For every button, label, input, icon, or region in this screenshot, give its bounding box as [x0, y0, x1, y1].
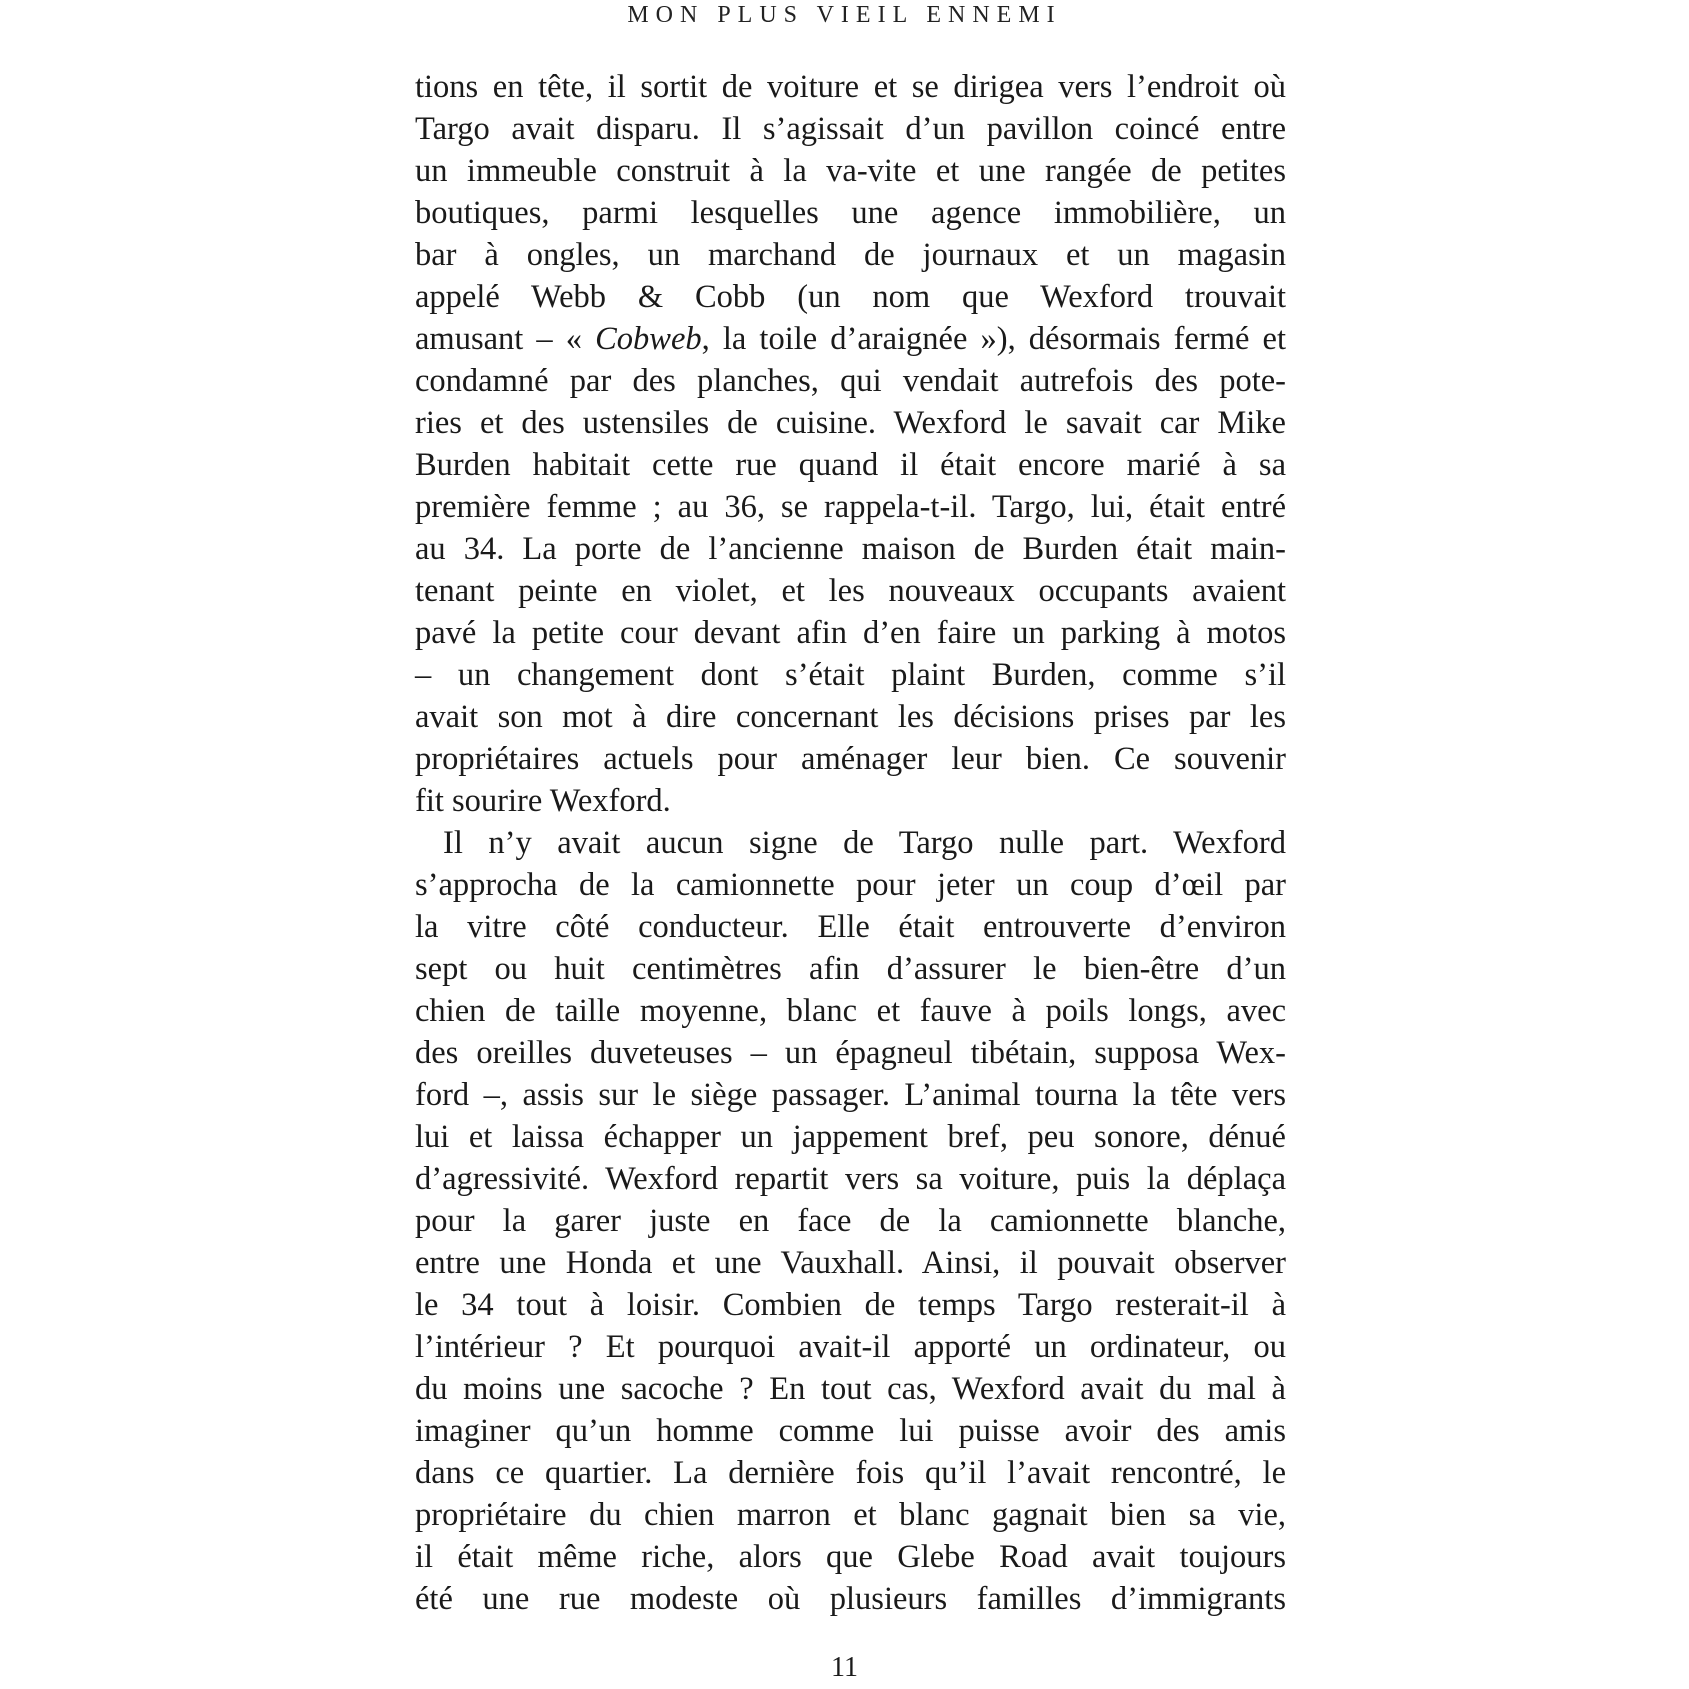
text-line: il était même riche, alors que Glebe Road avait toujours [415, 1539, 1286, 1575]
text-line: tions en tête, il sortit de voiture et se dirigea vers l’endroit où [415, 69, 1286, 105]
page-number: 11 [831, 1652, 858, 1683]
text-segment: , la toile d’araignée »), désormais fermé et [701, 321, 1286, 357]
text-line: avait son mot à dire concernant les décisions prises par les [415, 699, 1286, 735]
italic-title: Cobweb [595, 321, 702, 357]
text-line: sept ou huit centimètres afin d’assurer le bien-être d’un [415, 951, 1286, 987]
text-line: s’approcha de la camionnette pour jeter un coup d’œil par [415, 867, 1286, 903]
paragraph-end-line: fit sourire Wexford. [415, 783, 671, 819]
text-line: tenant peinte en violet, et les nouveaux occupants avaient [415, 573, 1286, 609]
text-line: ford –, assis sur le siège passager. L’animal tourna la tête vers [415, 1077, 1286, 1113]
running-head: MON PLUS VIEIL ENNEMI [627, 2, 1062, 28]
text-line: d’agressivité. Wexford repartit vers sa voiture, puis la déplaça [415, 1161, 1286, 1197]
text-line: boutiques, parmi lesquelles une agence immobilière, un [415, 195, 1286, 231]
text-line: le 34 tout à loisir. Combien de temps Targo resterait-il à [415, 1287, 1286, 1323]
text-line: Targo avait disparu. Il s’agissait d’un pavillon coincé entre [415, 111, 1286, 147]
body-text [415, 66, 1286, 1620]
text-line: lui et laissa échapper un jappement bref, peu sonore, dénué [415, 1119, 1286, 1155]
text-line: condamné par des planches, qui vendait autrefois des pote- [415, 363, 1286, 399]
text-segment: amusant – « [415, 321, 596, 357]
paragraph-first-line: Il n’y avait aucun signe de Targo nulle part. Wexford [443, 825, 1286, 861]
text-line: dans ce quartier. La dernière fois qu’il l’avait rencontré, le [415, 1455, 1286, 1491]
text-line: propriétaire du chien marron et blanc gagnait bien sa vie, [415, 1497, 1286, 1533]
text-line: l’intérieur ? Et pourquoi avait-il apporté un ordinateur, ou [415, 1329, 1286, 1365]
text-line: un immeuble construit à la va-vite et une rangée de petites [415, 153, 1286, 189]
text-line: chien de taille moyenne, blanc et fauve à poils longs, avec [415, 993, 1286, 1029]
text-line: été une rue modeste où plusieurs familles d’immigrants [415, 1581, 1286, 1617]
text-line: pavé la petite cour devant afin d’en faire un parking à motos [415, 615, 1286, 651]
text-line: propriétaires actuels pour aménager leur bien. Ce souvenir [415, 741, 1286, 777]
text-line: première femme ; au 36, se rappela-t-il. Targo, lui, était entré [415, 489, 1286, 525]
text-line: des oreilles duveteuses – un épagneul tibétain, supposa Wex- [415, 1035, 1286, 1071]
text-line: appelé Webb & Cobb (un nom que Wexford trouvait [415, 279, 1286, 315]
text-line [415, 318, 1286, 360]
text-line: ries et des ustensiles de cuisine. Wexford le savait car Mike [415, 405, 1286, 441]
text-line: pour la garer juste en face de la camionnette blanche, [415, 1203, 1286, 1239]
text-line: bar à ongles, un marchand de journaux et un magasin [415, 237, 1286, 273]
text-line: – un changement dont s’était plaint Burden, comme s’il [415, 657, 1286, 693]
text-line: Burden habitait cette rue quand il était encore marié à sa [415, 447, 1286, 483]
text-line: la vitre côté conducteur. Elle était entrouverte d’environ [415, 909, 1286, 945]
text-line: au 34. La porte de l’ancienne maison de Burden était main- [415, 531, 1286, 567]
text-line: du moins une sacoche ? En tout cas, Wexford avait du mal à [415, 1371, 1286, 1407]
text-line: entre une Honda et une Vauxhall. Ainsi, il pouvait observer [415, 1245, 1286, 1281]
text-line: imaginer qu’un homme comme lui puisse avoir des amis [415, 1413, 1286, 1449]
